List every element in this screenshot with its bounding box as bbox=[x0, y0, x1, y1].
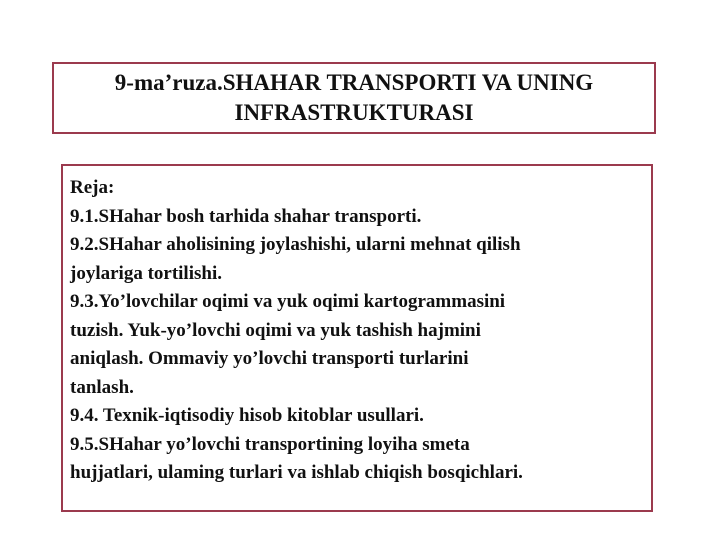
plan-item-9-3-line-2: tuzish. Yuk-yo’lovchi oqimi va yuk tashish hajmini bbox=[70, 319, 481, 341]
plan-heading: Reja: bbox=[70, 177, 115, 198]
plan-item-9-3-line-1: 9.3.Yo’lovchilar oqimi va yuk oqimi kartogrammasini bbox=[70, 291, 506, 312]
title-line-2: INFRASTRUKTURASI bbox=[234, 100, 474, 125]
plan-item-9-5-line-2: hujjatlari, ulaming turlari va ishlab chiqish bosqichlari. bbox=[70, 462, 523, 483]
plan-item-9-2-line-2: joylariga tortilishi. bbox=[70, 262, 222, 284]
plan-item-9-3-line-4: tanlash. bbox=[70, 376, 134, 398]
plan-item-9-5-line-1: 9.5.SHahar yo’lovchi transportining loyiha smeta bbox=[70, 433, 470, 455]
content-box bbox=[61, 164, 653, 512]
plan-item-9-3-line-3: aniqlash. Ommaviy yo’lovchi transporti turlarini bbox=[70, 348, 469, 369]
plan-item-9-1: 9.1.SHahar bosh tarhida shahar transporti. bbox=[70, 205, 422, 227]
plan-item-9-4: 9.4. Texnik-iqtisodiy hisob kitoblar usullari. bbox=[70, 405, 424, 426]
title-box bbox=[52, 62, 656, 134]
title-line-1: 9-ma’ruza.SHAHAR TRANSPORTI VA UNING bbox=[114, 70, 594, 95]
plan-item-9-2-line-1: 9.2.SHahar aholisining joylashishi, ularni mehnat qilish bbox=[70, 234, 521, 255]
